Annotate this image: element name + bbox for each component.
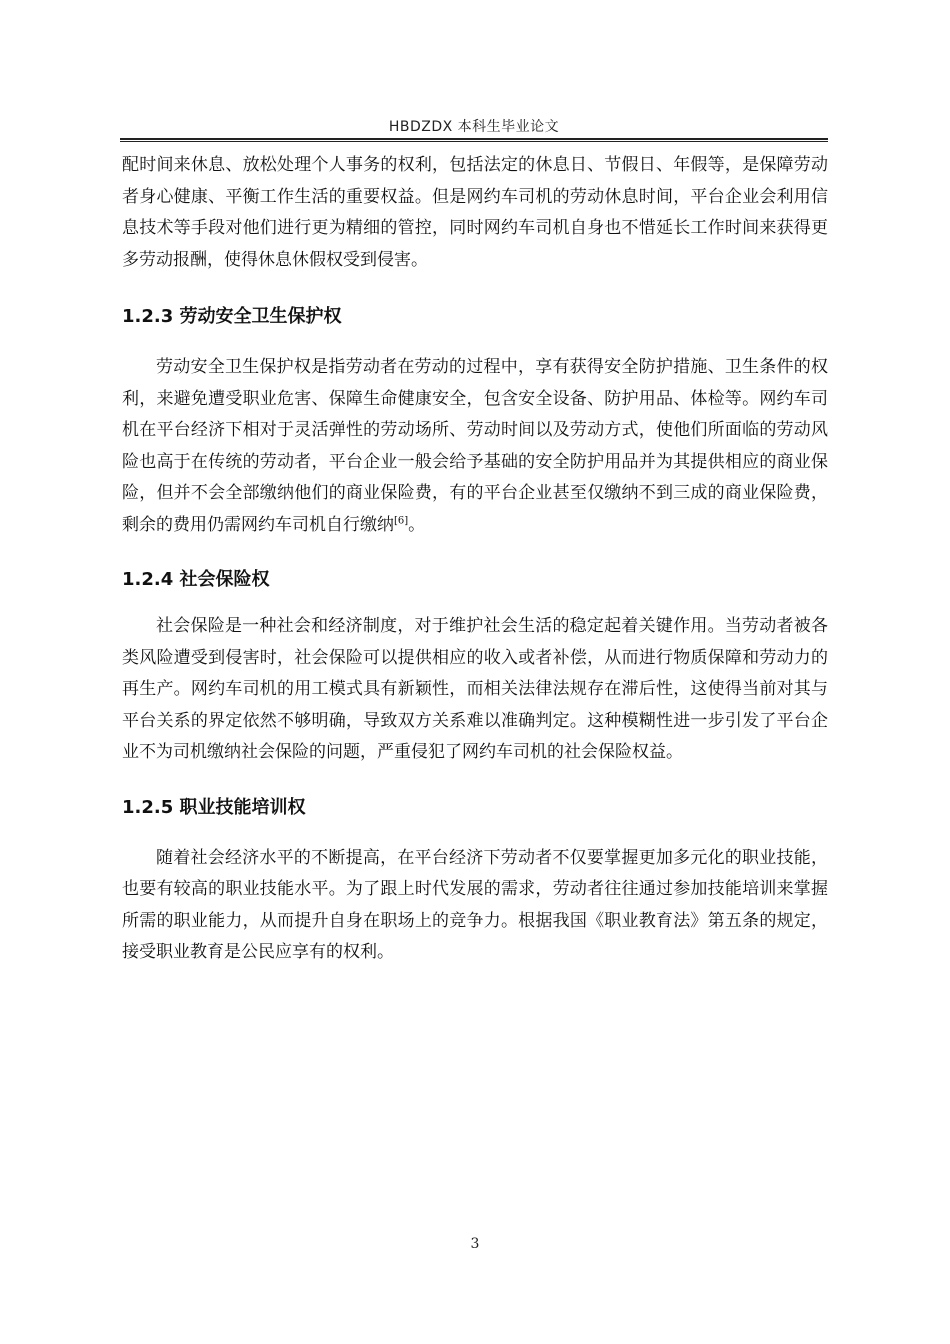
paragraph-rest-leave-continued: 配时间来休息、放松处理个人事务的权利，包括法定的休息日、节假日、年假等，是保障劳动者身心健康、平衡工作生活的重要权益。但是网约车司机的劳动休息时间，平台企业会利用信息技术等手段对他们进行更为精细的管控，同时网约车司机自身也不惜延长工作时间来获得更多劳动报酬，使得休息休假权受到侵害。 <box>122 155 828 270</box>
section-heading-1-2-4: 1.2.4 社会保险权 <box>122 569 270 590</box>
paragraph-social-insurance: 社会保险是一种社会和经济制度，对于维护社会生活的稳定起着关键作用。当劳动者被各类风险遭受到侵害时，社会保险可以提供相应的收入或者补偿，从而进行物质保障和劳动力的再生产。网约车司机的用工模式具有新颖性，而相关法律法规存在滞后性，这使得当前对其与平台关系的界定依然不够明确，导致双方关系难以准确判定。这种模糊性进一步引发了平台企业不为司机缴纳社会保险的问题，严重侵犯了网约车司机的社会保险权益。 <box>122 616 828 762</box>
paragraph-safety-health <box>122 352 828 541</box>
page-body <box>122 150 828 969</box>
paragraph-vocational-training: 随着社会经济水平的不断提高，在平台经济下劳动者不仅要掌握更加多元化的职业技能，也要有较高的职业技能水平。为了跟上时代发展的需求，劳动者往往通过参加技能培训来掌握所需的职业能力，从而提升自身在职场上的竞争力。根据我国《职业教育法》第五条的规定，接受职业教育是公民应享有的权利。 <box>122 847 828 962</box>
header-rule <box>120 138 828 142</box>
paragraph-end-mark: 。 <box>408 514 426 535</box>
section-heading-1-2-5: 1.2.5 职业技能培训权 <box>122 796 306 818</box>
running-header: HBDZDX 本科生毕业论文 <box>388 119 560 135</box>
page-number: 3 <box>470 1236 480 1252</box>
section-heading-1-2-3: 1.2.3 劳动安全卫生保护权 <box>122 306 342 327</box>
paragraph-safety-health-text: 劳动安全卫生保护权是指劳动者在劳动的过程中，享有获得安全防护措施、卫生条件的权利，来避免遭受职业危害、保障生命健康安全，包含安全设备、防护用品、体检等。网约车司机在平台经济下相对于灵活弹性的劳动场所、劳动时间以及劳动方式，使他们所面临的劳动风险也高于在传统的劳动者，平台企业一般会给予基础的安全防护用品并为其提供相应的商业保险，但并不会全部缴纳他们的商业保险费，有的平台企业甚至仅缴纳不到三成的商业保险费，剩余的费用仍需网约车司机自行缴纳 <box>122 357 828 535</box>
citation-6[interactable]: [6] <box>394 514 409 526</box>
